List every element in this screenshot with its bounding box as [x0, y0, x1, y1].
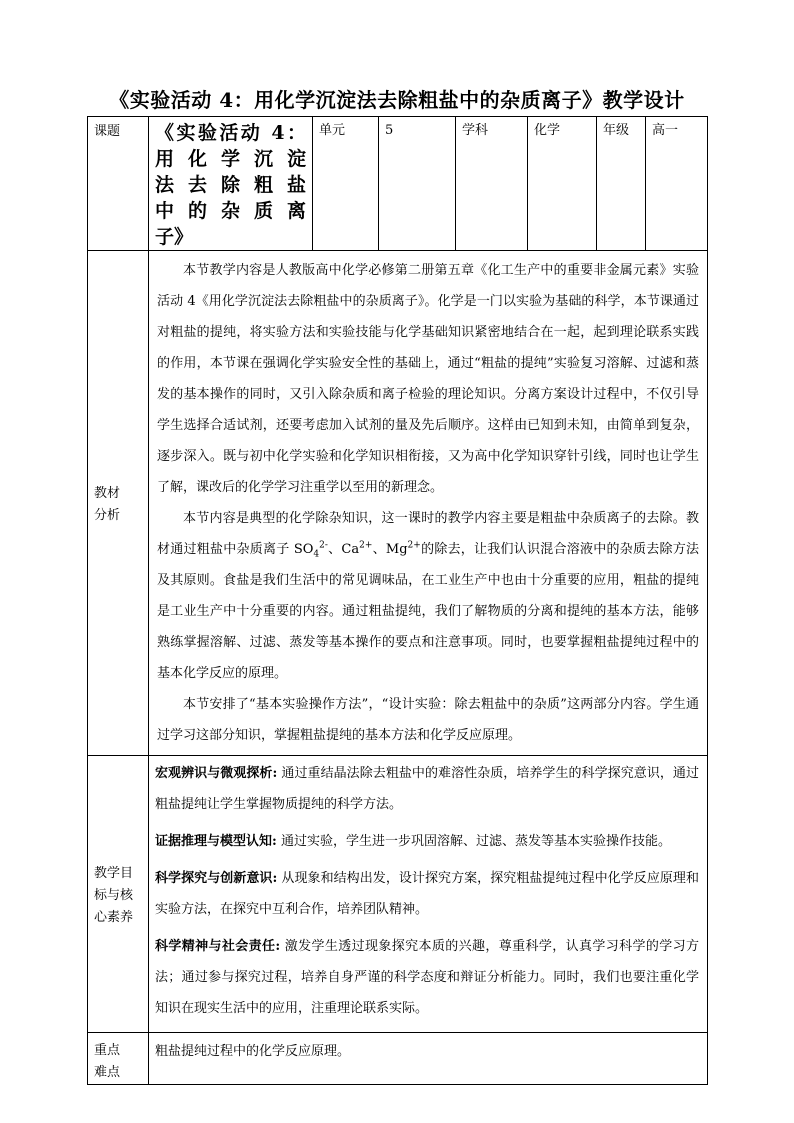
goals-content — [149, 756, 708, 1033]
analysis-paragraph-1: 本节教学内容是人教版高中化学必修第二册第五章《化工生产中的重要非金属元素》实验活动 4《用化学沉淀法去除粗盐中的杂质离子》。化学是一门以实验为基础的科学，本节课通过对粗盐的提纯，将实验方法和实验技能与化学基础知识紧密地结合在一起，起到理论联系实践的作用，本节课在强调化学实验安全性的基础上，通过“粗盐的提纯”实验复习溶解、过滤和蒸发的基本操作的同时，又引入除杂质和离子检验的理论知识。分离方案设计过程中，不仅引导学生选择合适试剂，还要考虑加入试剂的量及先后顺序。这样由已知到未知，由简单到复杂，逐步深入。既与初中化学实验和化学知识相衔接，又为高中化学知识穿针引线，同时也让学生了解，课改后的化学学习注重学以至用的新理念。 — [157, 263, 699, 495]
goal-heading: 证据推理与模型认知: — [155, 834, 277, 849]
key-points-label-line: 难点 — [94, 1065, 121, 1080]
unit-value — [379, 117, 456, 251]
subject-label-text: 学科 — [462, 123, 489, 138]
subject-value-text: 化学 — [534, 123, 561, 138]
sulfate-ion: $SO_4^{2-}$ — [293, 540, 328, 560]
topic-line: 中的杂质离 — [155, 200, 306, 222]
key-points-label-line: 重点 — [94, 1043, 121, 1058]
grade-label — [597, 117, 646, 251]
goals-row — [88, 756, 708, 1033]
goals-label-line: 教学目 — [94, 866, 134, 881]
analysis-content — [149, 251, 708, 756]
topic-line: 法去除粗盐 — [155, 174, 306, 196]
grade-value — [646, 117, 708, 251]
header-row — [88, 117, 708, 251]
topic-line: 《实验活动 4： — [155, 122, 306, 144]
magnesium-ion: $Mg^{2+}$ — [385, 540, 421, 557]
calcium-ion: $Ca^{2+}$ — [341, 540, 373, 557]
grade-label-text: 年级 — [603, 123, 630, 138]
key-points-label — [88, 1033, 149, 1085]
analysis-label — [88, 251, 149, 756]
analysis-row — [88, 251, 708, 756]
grade-value-text: 高一 — [652, 123, 679, 138]
lesson-plan-table — [87, 116, 708, 1085]
analysis-label-line: 教材 — [94, 486, 121, 501]
key-points-row — [88, 1033, 708, 1085]
goal-heading: 科学精神与社会责任: — [155, 939, 281, 954]
goal-item — [155, 758, 699, 820]
document-title: 《实验活动 4：用化学沉淀法去除粗盐中的杂质离子》教学设计 — [109, 88, 685, 112]
goals-label-line: 标与核 — [94, 888, 134, 903]
goal-heading: 科学探究与创新意识: — [155, 871, 278, 886]
subject-label — [456, 117, 528, 251]
goal-item — [155, 863, 699, 925]
goal-text: 从现象和结构出发，设计探究方案，探究粗盐提纯过程中化学反应原理和实验方法，在探究中互利合作，培养团队精神。 — [155, 871, 699, 917]
goal-text: 通过实验，学生进一步巩固溶解、过滤、蒸发等基本实验操作技能。 — [276, 834, 671, 849]
analysis-paragraph-2: 本节内容是典型的化学除杂知识，这一课时的教学内容主要是粗盐中杂质离子的去除。教材通过粗盐中杂质离子 $SO_4^{2-}$、$Ca^{2+}$、$Mg^{2+}$的除去，让我们认识混合溶液中的杂质去除方法及其原则。食盐是我们生活中的常见调味品，在工业生产中也由十分重要的应用，粗盐的提纯是工业生产中十分重要的内容。通过粗盐提纯，我们了解物质的分离和提纯的基本方法，能够熟练掌握溶解、过滤、蒸发等基本操作的要点和注意事项。同时，也要掌握粗盐提纯过程中的基本化学反应的原理。 — [157, 511, 699, 681]
topic-line: 用化学沉淀 — [155, 148, 306, 170]
subject-value — [528, 117, 597, 251]
goal-item — [155, 931, 699, 1024]
key-points-text: 粗盐提纯过程中的化学反应原理。 — [155, 1044, 351, 1059]
topic-line: 子》 — [155, 226, 194, 248]
goal-text: 通过重结晶法除去粗盐中的难溶性杂质，培养学生的科学探究意识，通过粗盐提纯让学生掌握物质提纯的科学方法。 — [155, 766, 699, 812]
goal-heading: 宏观辨识与微观探析: — [155, 766, 278, 781]
goal-text: 激发学生透过现象探究本质的兴趣，尊重科学，认真学习科学的学习方法；通过参与探究过程，培养自身严谨的科学态度和辩证分析能力。同时，我们也要注重化学知识在现实生活中的应用，注重理论联系实际。 — [155, 939, 699, 1016]
topic-value — [149, 117, 313, 251]
unit-label — [313, 117, 379, 251]
topic-label-text: 课题 — [94, 124, 121, 139]
topic-label — [88, 117, 149, 251]
unit-label-text: 单元 — [319, 123, 346, 138]
key-points-content — [149, 1033, 708, 1085]
analysis-label-line: 分析 — [94, 508, 121, 523]
analysis-paragraph-3: 本节安排了“基本实验操作方法”，“设计实验：除去粗盐中的杂质”这两部分内容。学生通过学习这部分知识，掌握粗盐提纯的基本方法和化学反应原理。 — [157, 697, 699, 743]
goal-item — [155, 826, 699, 857]
goals-label — [88, 756, 149, 1033]
goals-label-line: 心素养 — [94, 910, 134, 925]
unit-value-text: 5 — [385, 123, 394, 138]
